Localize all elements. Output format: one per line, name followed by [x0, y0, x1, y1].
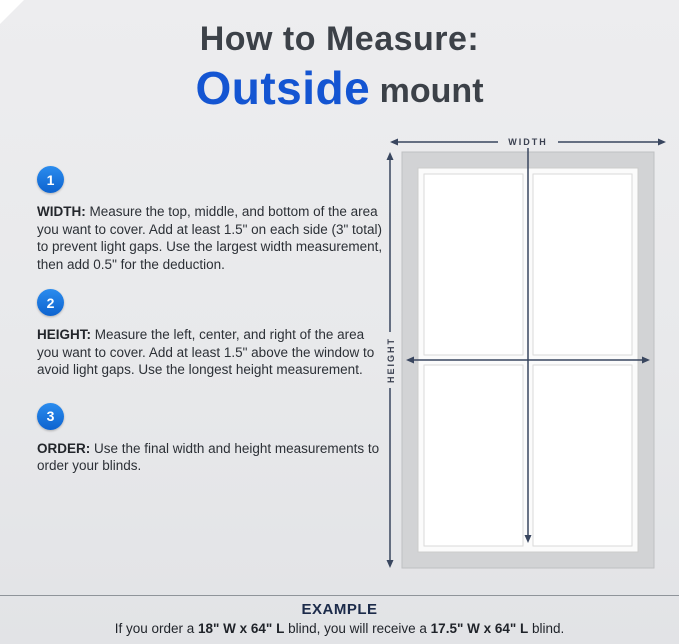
step-1-description: Measure the top, middle, and bottom of the area you want to cover. Add at least 1.5" on each side (3" total) to prevent light gaps. Use the largest width measurement, then add 0.5" for the deduction. [37, 204, 383, 272]
example-receive-size: 17.5" W x 64" L [430, 621, 529, 636]
window-pane-bottom-right [533, 365, 632, 546]
height-arrow-bottom-icon [387, 560, 394, 568]
example-suffix: blind. [528, 621, 565, 636]
window-pane-top-right [533, 174, 632, 355]
example-sentence [0, 621, 679, 636]
window-pane-top-left [424, 174, 523, 355]
width-label: WIDTH [508, 137, 548, 147]
page-subtitle [0, 61, 679, 115]
step-3-label: ORDER: [37, 440, 91, 456]
step-2-number-badge: 2 [37, 289, 64, 316]
height-arrow-top-icon [387, 152, 394, 160]
height-label: HEIGHT [386, 336, 396, 384]
width-arrow-left-icon [390, 139, 398, 146]
step-2-text [37, 326, 384, 379]
header [0, 20, 679, 115]
step-2 [37, 289, 384, 379]
step-2-label: HEIGHT: [37, 327, 91, 342]
example-order-size: 18" W x 64" L [198, 621, 285, 636]
step-2-description: Measure the left, center, and right of the area you want to cover. Add at least 1.5" above the window to avoid light gaps. Use the longest height measurement. [37, 327, 375, 377]
step-1-text [37, 203, 384, 273]
step-3 [37, 403, 384, 475]
step-1 [37, 166, 384, 273]
step-1-number-badge: 1 [37, 166, 64, 193]
step-3-description: Use the final width and height measurements to order your blinds. [37, 440, 380, 473]
steps-list [37, 166, 384, 491]
window-diagram [382, 132, 672, 592]
step-3-text [37, 440, 384, 475]
example-middle: blind, you will receive a [284, 621, 431, 636]
example-footer [0, 595, 679, 644]
example-prefix: If you order a [114, 621, 198, 636]
page-title: How to Measure: [199, 20, 480, 58]
window-pane-bottom-left [424, 365, 523, 546]
step-3-number-badge: 3 [37, 403, 64, 430]
title-accent: Outside [195, 62, 371, 114]
title-suffix: mount [370, 72, 484, 110]
step-1-label: WIDTH: [37, 204, 86, 219]
width-arrow-right-icon [658, 139, 666, 146]
example-heading: EXAMPLE [301, 601, 378, 618]
